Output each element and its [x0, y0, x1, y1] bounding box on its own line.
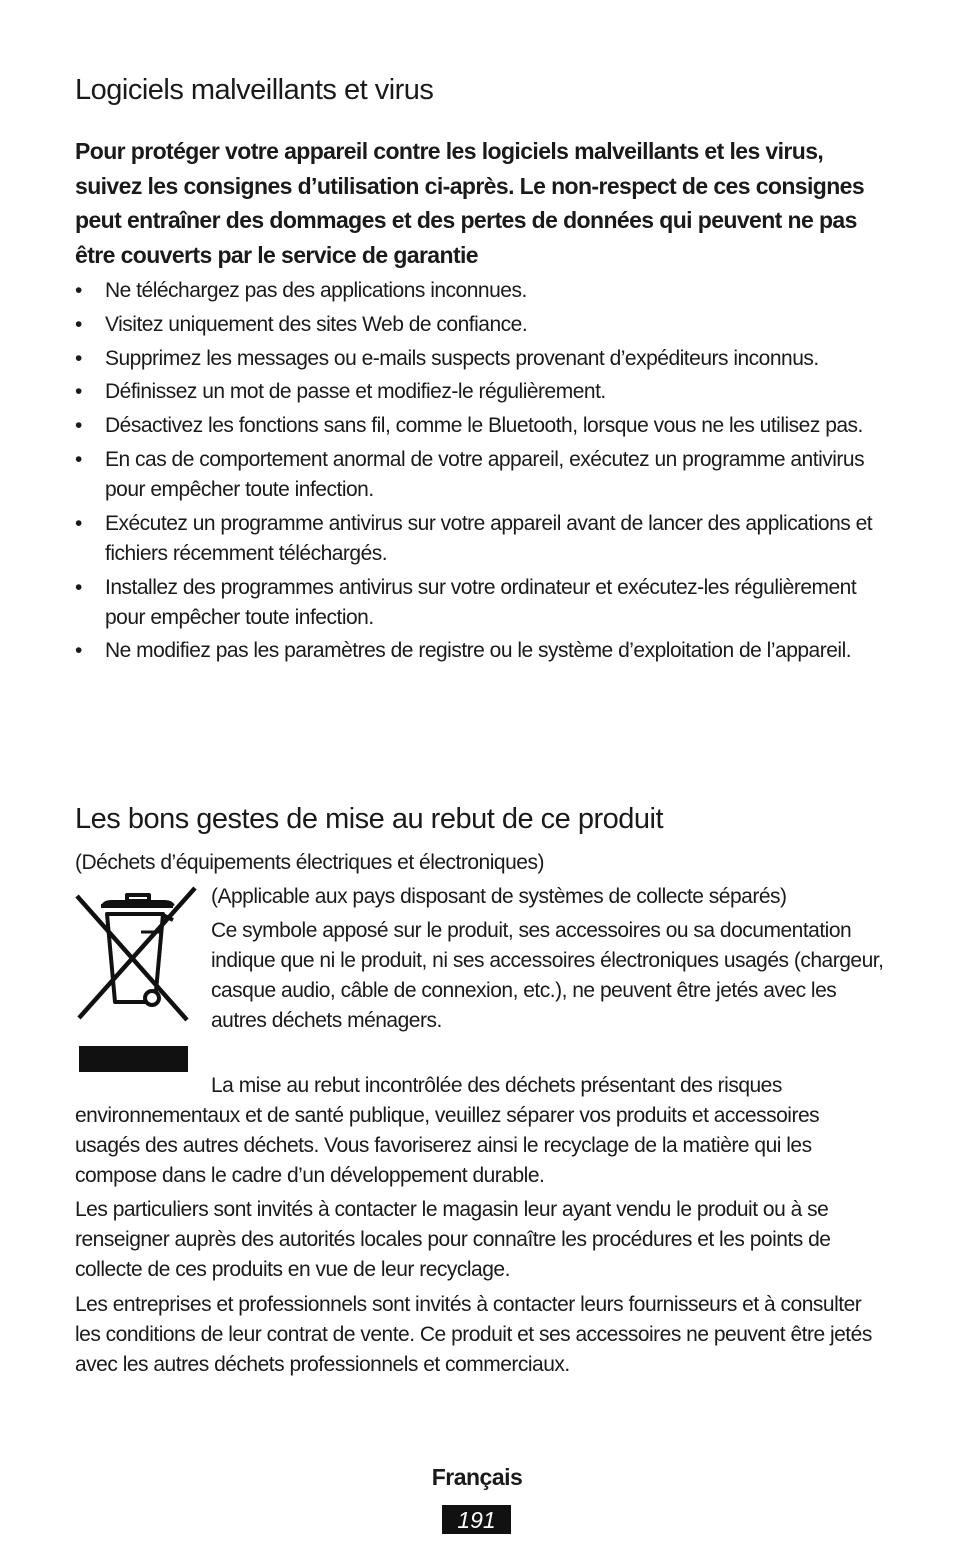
footer-language-label: Français [431, 1464, 523, 1490]
page-number: 191 [442, 1505, 511, 1534]
bullet-marker: • [75, 312, 82, 336]
list-item [75, 411, 875, 441]
applicable-note: (Applicable aux pays disposant de systèmes de collecte séparés) [211, 885, 787, 908]
crossed-out-wheelie-bin-icon [75, 884, 199, 1024]
list-item-text: Ne modifiez pas les paramètres de registre ou le système d’exploitation de l’appareil. [105, 639, 852, 663]
bullet-marker: • [75, 575, 82, 599]
bullet-marker: • [75, 279, 82, 302]
uncontrolled-disposal-paragraph: La mise au rebut incontrôlée des déchets présentant des risques environnementaux et de santé publique, veuillez séparer vos produits et accessoires usagés des autres déchets. Vous favoriserez ainsi le recyclage de la matière qui les compose dans le cadre d’un développement durable. [75, 1074, 820, 1187]
list-item-text: Installez des programmes antivirus sur votre ordinateur et exécutez-les régulièrement pour empêcher toute infection. [105, 575, 857, 629]
bullet-marker: • [75, 447, 82, 471]
list-item [75, 445, 875, 505]
bullet-marker: • [75, 346, 82, 370]
list-item-text: Définissez un mot de passe et modifiez-le régulièrement. [105, 380, 606, 404]
weee-black-bar [79, 1046, 188, 1072]
bullet-marker: • [75, 380, 82, 404]
symbol-explanation-paragraph: Ce symbole apposé sur le produit, ses accessoires ou sa documentation indique que ni le produit, ni ses accessoires électroniques usagés (chargeur, casque audio, câble de connexion, etc.), ne peuvent être jetés avec les autres déchets ménagers. [211, 919, 884, 1032]
bullet-marker: • [75, 639, 82, 663]
bullet-marker: • [75, 414, 82, 438]
bullet-marker: • [75, 511, 82, 535]
list-item [75, 276, 875, 306]
list-item-text: Ne téléchargez pas des applications inconnues. [105, 279, 527, 302]
list-item [75, 377, 875, 407]
section-title-malware: Logiciels malveillants et virus [75, 74, 434, 106]
list-item-text: Désactivez les fonctions sans fil, comme le Bluetooth, lorsque vous ne les utilisez pas. [105, 414, 863, 438]
list-item [75, 636, 875, 666]
section-title-disposal: Les bons gestes de mise au rebut de ce produit [75, 803, 663, 835]
list-item-text: Exécutez un programme antivirus sur votre appareil avant de lancer des applications et fichiers récemment téléchargés. [105, 511, 873, 565]
individuals-paragraph: Les particuliers sont invités à contacter le magasin leur ayant vendu le produit ou à se renseigner auprès des autorités locales pour connaître les procédures et les points de collecte de ces produits en vue de leur recyclage. [75, 1198, 831, 1281]
malware-intro-paragraph: Pour protéger votre appareil contre les logiciels malveillants et les virus, suivez les consignes d’utilisation ci-après. Le non-respect de ces consignes peut entraîner des dommages et des pertes de données qui peuvent ne pas être couverts par le service de garantie [75, 138, 865, 268]
list-item [75, 573, 875, 633]
list-item-text: Supprimez les messages ou e-mails suspects provenant d’expéditeurs inconnus. [105, 346, 819, 370]
list-item [75, 509, 875, 569]
list-item-text: En cas de comportement anormal de votre appareil, exécutez un programme antivirus pour empêcher toute infection. [105, 447, 865, 501]
list-item [75, 310, 875, 340]
malware-guidelines-list [75, 276, 875, 670]
list-item [75, 344, 875, 374]
businesses-paragraph: Les entreprises et professionnels sont invités à contacter leurs fournisseurs et à consulter les conditions de leur contrat de vente. Ce produit et ses accessoires ne peuvent être jetés avec les autres déchets professionnels et commerciaux. [75, 1293, 872, 1376]
weee-subtitle: (Déchets d’équipements électriques et électroniques) [75, 851, 544, 874]
list-item-text: Visitez uniquement des sites Web de confiance. [105, 312, 528, 336]
